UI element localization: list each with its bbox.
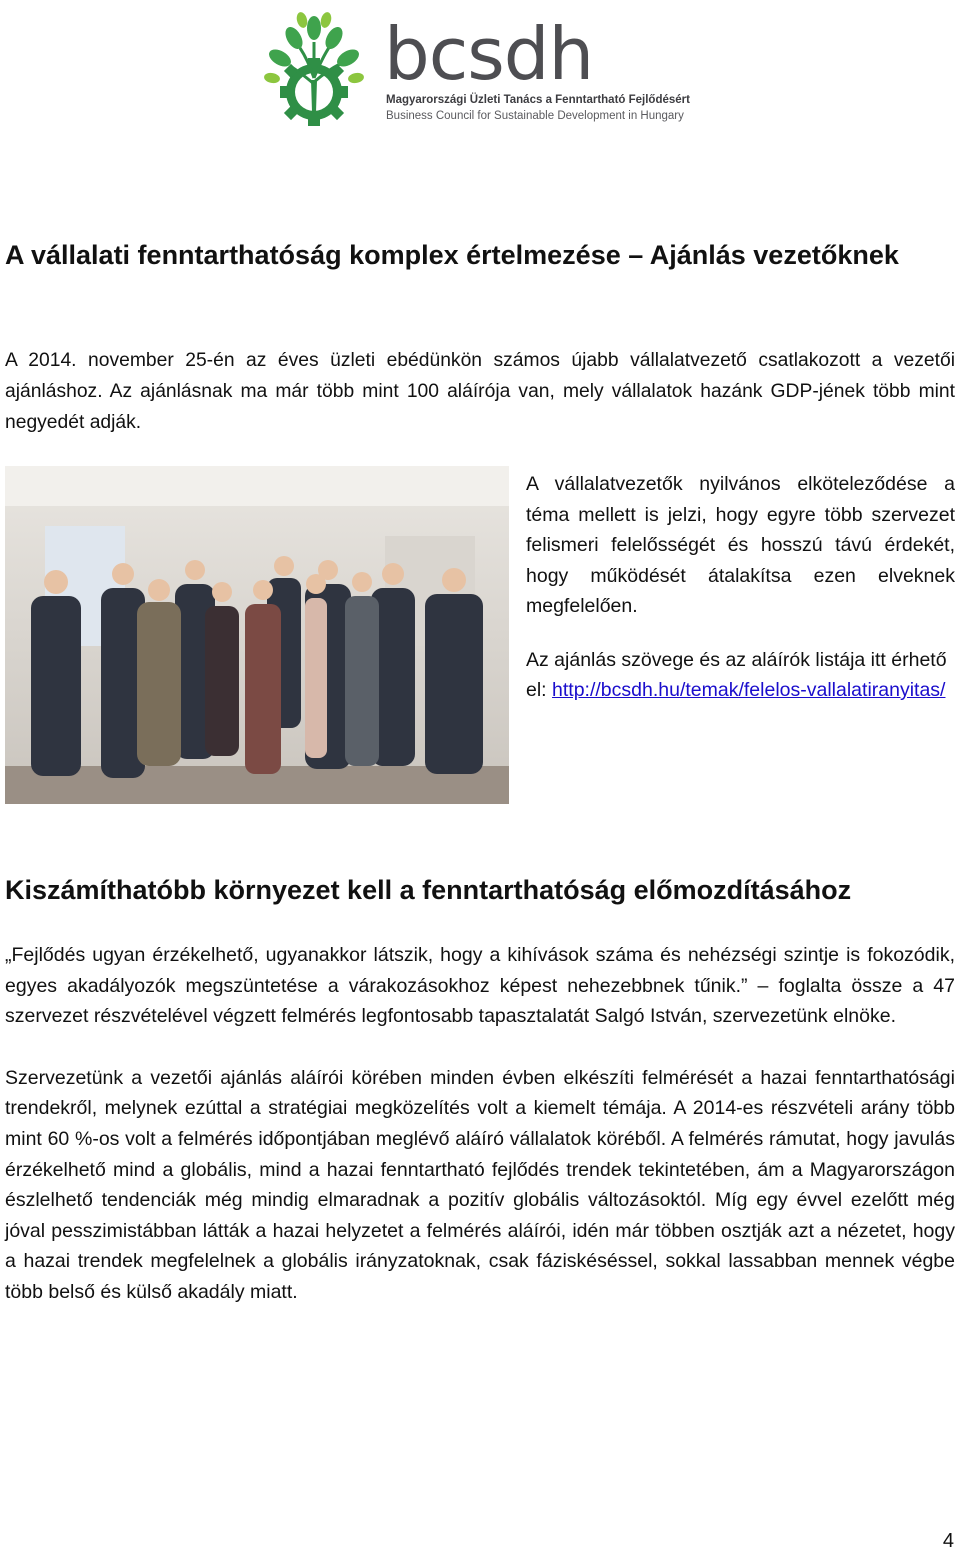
body-paragraph: „Fejlődés ugyan érzékelhető, ugyanakkor látszik, hogy a kihívások száma és nehézségi szintje is fokozódik, egyes akadályozók megszüntetése a várakozásokhoz képest nehezebbnek tűnik.” – foglalta össze a 47 szervezet részvételével végzett felmérés legfontosabb tapasztalatát Salgó István, szervezetünk elnöke. (5, 944, 955, 1028)
link-intro: Az ajánlás szövege és az aláírók listája itt érhető el: (526, 648, 947, 701)
group-photo (5, 466, 509, 804)
link-paragraph (526, 645, 955, 706)
section-body (5, 940, 955, 1308)
group-photo-image (5, 466, 509, 804)
logo-subtitle-en: Business Council for Sustainable Development in Hungary (386, 110, 684, 122)
page-number: 4 (942, 1530, 954, 1552)
bcsdh-logo (250, 8, 720, 128)
logo-wordmark: bcsdh (384, 12, 594, 96)
logo-subtitle-hu: Magyarországi Üzleti Tanács a Fenntartható Fejlődésért (386, 94, 690, 106)
section-title: Kiszámíthatóbb környezet kell a fenntarthatóság előmozdításához (5, 875, 852, 905)
article-title: A vállalati fenntarthatóság komplex értelmezése – Ajánlás vezetőknek (5, 240, 899, 270)
body-paragraph: Szervezetünk a vezetői ajánlás aláírói körében minden évben elkészíti felmérését a hazai fenntarthatósági trendekről, melynek ezúttal a stratégiai megközelítés volt a kiemelt témája. A 2014-es részvételi arány több mint 60 %-os volt a felmérés időpontjában meglévő aláíró vállalatok köréből. A felmérés rámutat, hogy javulás érzékelhető mind a globális, mind a hazai fenntartható fejlődés trendek tekintetében, ám a Magyarországon észlelhető tendenciák még mindig elmaradnak a pozitív globális változásoktól. Míg egy évvel ezelőtt még jóval pesszimistábban látták a hazai helyzetet a felmérés aláírói, idén már többen osztják azt a nézetet, hogy a hazai trendek megfelelnek a globális irányzatoknak, csak fáziskéséssel, sokkal lassabban mennek végbe több belső és külső akadály miatt. (5, 1066, 955, 1303)
tree-gear-logo-icon (250, 8, 380, 128)
article-intro: A 2014. november 25-én az éves üzleti ebédünkön számos újabb vállalatvezető csatlakozott a vezetői ajánláshoz. Az ajánlásnak ma már több mint 100 aláírója van, mely vállalatok hazánk GDP-jének több mint negyedét adják. (5, 350, 955, 433)
article-side-text (526, 469, 955, 706)
recommendation-link[interactable]: http://bcsdh.hu/temak/felelos-vallalatiranyitas/ (552, 679, 946, 701)
side-paragraph: A vállalatvezetők nyilvános elköteleződése a téma mellett is jelzi, hogy egyre több szervezet felismeri felelősségét és hosszú távú érdekét, hogy működését átalakítsa ezen elveknek megfelelően. (526, 473, 955, 617)
